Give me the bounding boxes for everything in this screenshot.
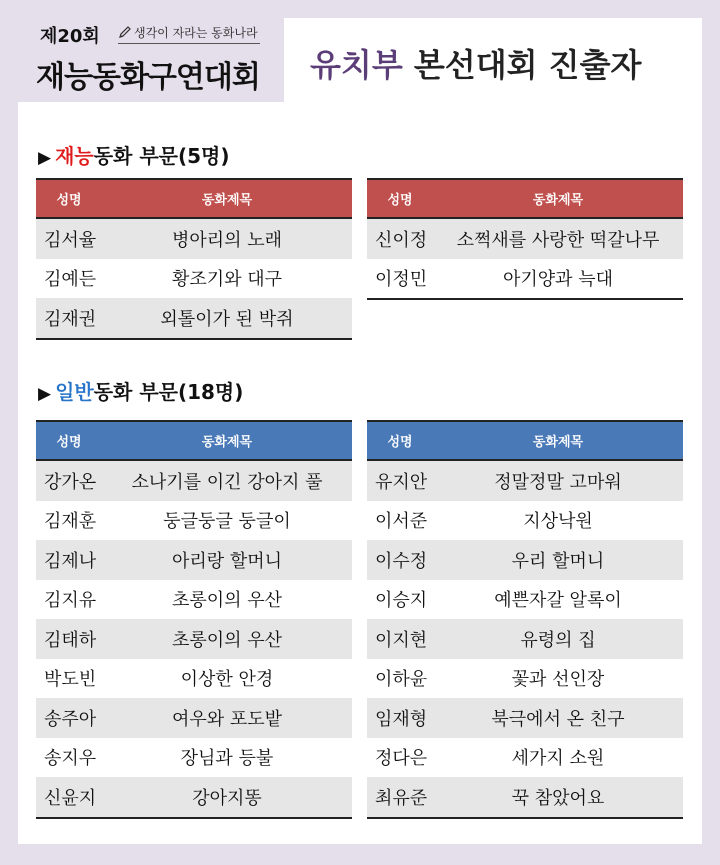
- header-title: 동화제목: [102, 421, 352, 460]
- header-name: 성명: [367, 179, 433, 218]
- page-title-accent: 유치부: [310, 46, 403, 84]
- talent-table-right: [367, 178, 683, 300]
- story-title: 유령의 집: [433, 619, 683, 659]
- talent-table-left: [36, 178, 352, 340]
- table-row: [36, 738, 352, 778]
- contest-name: 재능동화구연대회: [36, 60, 260, 95]
- story-title: 장님과 등불: [102, 738, 352, 778]
- table-row: [36, 777, 352, 818]
- section-title-rest: 동화 부문(18명): [93, 380, 244, 404]
- contestant-name: 이지현: [367, 619, 433, 659]
- header-name: 성명: [36, 421, 102, 460]
- contestant-name: 신이정: [367, 218, 433, 259]
- table-row: [36, 298, 352, 339]
- page-title: [310, 40, 641, 86]
- story-title: 아기양과 늑대: [433, 259, 683, 300]
- story-title: 초롱이의 우산: [102, 580, 352, 620]
- table-row: [367, 777, 683, 818]
- section-keyword: 일반: [55, 380, 94, 404]
- table-row: [36, 659, 352, 699]
- contestant-name: 김재훈: [36, 501, 102, 541]
- contestant-name: 김예든: [36, 259, 102, 299]
- contestant-name: 신윤지: [36, 777, 102, 818]
- table-header-row: [367, 179, 683, 218]
- contestant-name: 송지우: [36, 738, 102, 778]
- story-title: 정말정말 고마워: [433, 460, 683, 501]
- contestant-name: 유지안: [367, 460, 433, 501]
- contestant-name: 김제나: [36, 540, 102, 580]
- story-title: 병아리의 노래: [102, 218, 352, 259]
- table-row: [36, 698, 352, 738]
- table-row: [367, 259, 683, 300]
- contestant-name: 김태하: [36, 619, 102, 659]
- table-row: [367, 580, 683, 620]
- contestant-name: 이하윤: [367, 659, 433, 699]
- contestant-name: 김재권: [36, 298, 102, 339]
- table-row: [367, 698, 683, 738]
- triangle-right-icon: ▶: [38, 148, 52, 168]
- story-title: 우리 할머니: [433, 540, 683, 580]
- contestant-name: 이정민: [367, 259, 433, 300]
- table-row: [367, 619, 683, 659]
- contestant-name: 이서준: [367, 501, 433, 541]
- header-title: 동화제목: [433, 179, 683, 218]
- contestant-name: 정다은: [367, 738, 433, 778]
- page-title-rest: 본선대회 진출자: [413, 46, 642, 84]
- table-row: [36, 540, 352, 580]
- table-row: [36, 460, 352, 501]
- slogan: [118, 24, 258, 41]
- table-row: [367, 540, 683, 580]
- story-title: 둥글둥글 둥글이: [102, 501, 352, 541]
- table-row: [36, 619, 352, 659]
- story-title: 북극에서 온 친구: [433, 698, 683, 738]
- contestant-name: 임재형: [367, 698, 433, 738]
- header-title: 동화제목: [433, 421, 683, 460]
- contestant-name: 김서율: [36, 218, 102, 259]
- story-title: 강아지똥: [102, 777, 352, 818]
- contestant-name: 이수정: [367, 540, 433, 580]
- story-title: 세가지 소원: [433, 738, 683, 778]
- contestant-name: 김지유: [36, 580, 102, 620]
- story-title: 여우와 포도밭: [102, 698, 352, 738]
- table-row: [367, 460, 683, 501]
- slogan-underline: [118, 43, 260, 44]
- triangle-right-icon: ▶: [38, 384, 52, 404]
- story-title: 꽃과 선인장: [433, 659, 683, 699]
- story-title: 외톨이가 된 박쥐: [102, 298, 352, 339]
- table-header-row: [367, 421, 683, 460]
- table-row: [36, 259, 352, 299]
- table-row: [367, 738, 683, 778]
- section-title-rest: 동화 부문(5명): [93, 144, 230, 168]
- pen-icon: [118, 25, 132, 39]
- story-title: 초롱이의 우산: [102, 619, 352, 659]
- contestant-name: 강가온: [36, 460, 102, 501]
- section-keyword: 재능: [55, 144, 94, 168]
- story-title: 소쩍새를 사랑한 떡갈나무: [433, 218, 683, 259]
- table-row: [36, 218, 352, 259]
- edition-label: 제20회: [40, 26, 100, 47]
- table-header-row: [36, 179, 352, 218]
- story-title: 꾹 참았어요: [433, 777, 683, 818]
- story-title: 소나기를 이긴 강아지 풀: [102, 460, 352, 501]
- section-title-general: [38, 376, 243, 405]
- table-row: [367, 659, 683, 699]
- table-row: [367, 218, 683, 259]
- general-table-right: [367, 420, 683, 819]
- table-row: [36, 580, 352, 620]
- contestant-name: 최유준: [367, 777, 433, 818]
- story-title: 예쁜자갈 알록이: [433, 580, 683, 620]
- header-name: 성명: [36, 179, 102, 218]
- story-title: 이상한 안경: [102, 659, 352, 699]
- header-title: 동화제목: [102, 179, 352, 218]
- story-title: 아리랑 할머니: [102, 540, 352, 580]
- table-header-row: [36, 421, 352, 460]
- table-row: [36, 501, 352, 541]
- slogan-text: 생각이 자라는 동화나라: [134, 26, 258, 40]
- contestant-name: 박도빈: [36, 659, 102, 699]
- header-name: 성명: [367, 421, 433, 460]
- table-row: [367, 501, 683, 541]
- section-title-talent: [38, 140, 229, 169]
- contestant-name: 송주아: [36, 698, 102, 738]
- story-title: 지상낙원: [433, 501, 683, 541]
- general-table-left: [36, 420, 352, 819]
- contestant-name: 이승지: [367, 580, 433, 620]
- story-title: 황조기와 대구: [102, 259, 352, 299]
